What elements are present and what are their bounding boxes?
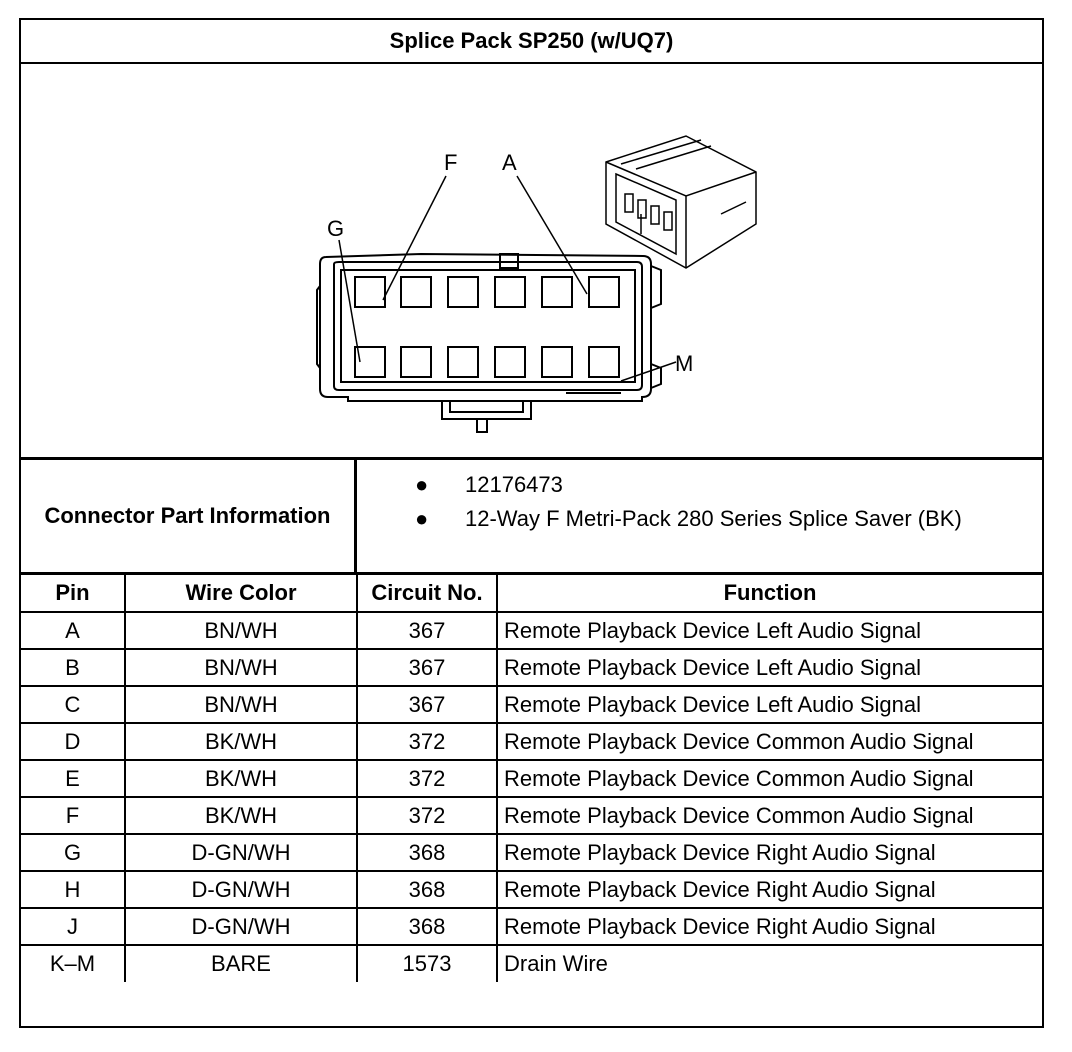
cell-circuit: 367 [357,612,497,649]
cell-pin: K–M [21,945,125,982]
bullet-icon: ● [415,506,429,531]
pin-label-layer [21,64,1042,458]
page-title: Splice Pack SP250 (w/UQ7) [21,20,1042,64]
cell-circuit: 372 [357,723,497,760]
header-wire-color: Wire Color [125,575,357,612]
table-row [21,686,1042,723]
cell-function: Remote Playback Device Right Audio Signal [497,908,1042,945]
table-row [21,871,1042,908]
cell-pin: E [21,760,125,797]
part-info-label: Connector Part Information [21,460,357,572]
cell-circuit: 367 [357,686,497,723]
part-number: 12176473 [465,472,563,497]
cell-circuit: 368 [357,834,497,871]
cell-wire-color: BK/WH [125,797,357,834]
cell-circuit: 372 [357,797,497,834]
part-description: 12-Way F Metri-Pack 280 Series Splice Saver (BK) [465,506,962,531]
pin-label-a: A [502,150,517,175]
cell-wire-color: BN/WH [125,686,357,723]
pin-label-f: F [444,150,458,175]
connector-diagram [21,64,1042,458]
cell-circuit: 372 [357,760,497,797]
bullet-icon: ● [415,472,429,497]
cell-wire-color: D-GN/WH [125,834,357,871]
cell-wire-color: BARE [125,945,357,982]
pin-label-m: M [675,351,694,376]
header-pin: Pin [21,575,125,612]
cell-circuit: 367 [357,649,497,686]
cell-pin: D [21,723,125,760]
pin-table [21,575,1042,982]
pin-label-g: G [327,216,345,241]
header-function: Function [497,575,1042,612]
cell-wire-color: D-GN/WH [125,871,357,908]
cell-wire-color: BN/WH [125,649,357,686]
cell-pin: H [21,871,125,908]
table-row [21,797,1042,834]
header-circuit: Circuit No. [357,575,497,612]
cell-wire-color: BK/WH [125,760,357,797]
cell-function: Remote Playback Device Left Audio Signal [497,612,1042,649]
cell-function: Remote Playback Device Common Audio Signal [497,760,1042,797]
cell-wire-color: BN/WH [125,612,357,649]
table-row [21,612,1042,649]
connector-part-information [21,457,1042,575]
cell-function: Remote Playback Device Left Audio Signal [497,649,1042,686]
cell-function: Remote Playback Device Common Audio Signal [497,797,1042,834]
cell-function: Remote Playback Device Right Audio Signal [497,834,1042,871]
table-row [21,908,1042,945]
table-header-row [21,575,1042,612]
cell-wire-color: D-GN/WH [125,908,357,945]
cell-pin: A [21,612,125,649]
cell-function: Drain Wire [497,945,1042,982]
cell-pin: G [21,834,125,871]
table-row [21,760,1042,797]
cell-function: Remote Playback Device Common Audio Signal [497,723,1042,760]
table-row [21,649,1042,686]
table-row [21,723,1042,760]
cell-pin: C [21,686,125,723]
cell-wire-color: BK/WH [125,723,357,760]
table-row [21,834,1042,871]
cell-circuit: 368 [357,871,497,908]
part-info-list [357,460,1042,572]
cell-function: Remote Playback Device Right Audio Signal [497,871,1042,908]
cell-pin: J [21,908,125,945]
cell-circuit: 368 [357,908,497,945]
cell-circuit: 1573 [357,945,497,982]
cell-pin: F [21,797,125,834]
connector-sheet [19,18,1044,1028]
cell-function: Remote Playback Device Left Audio Signal [497,686,1042,723]
cell-pin: B [21,649,125,686]
table-row [21,945,1042,982]
